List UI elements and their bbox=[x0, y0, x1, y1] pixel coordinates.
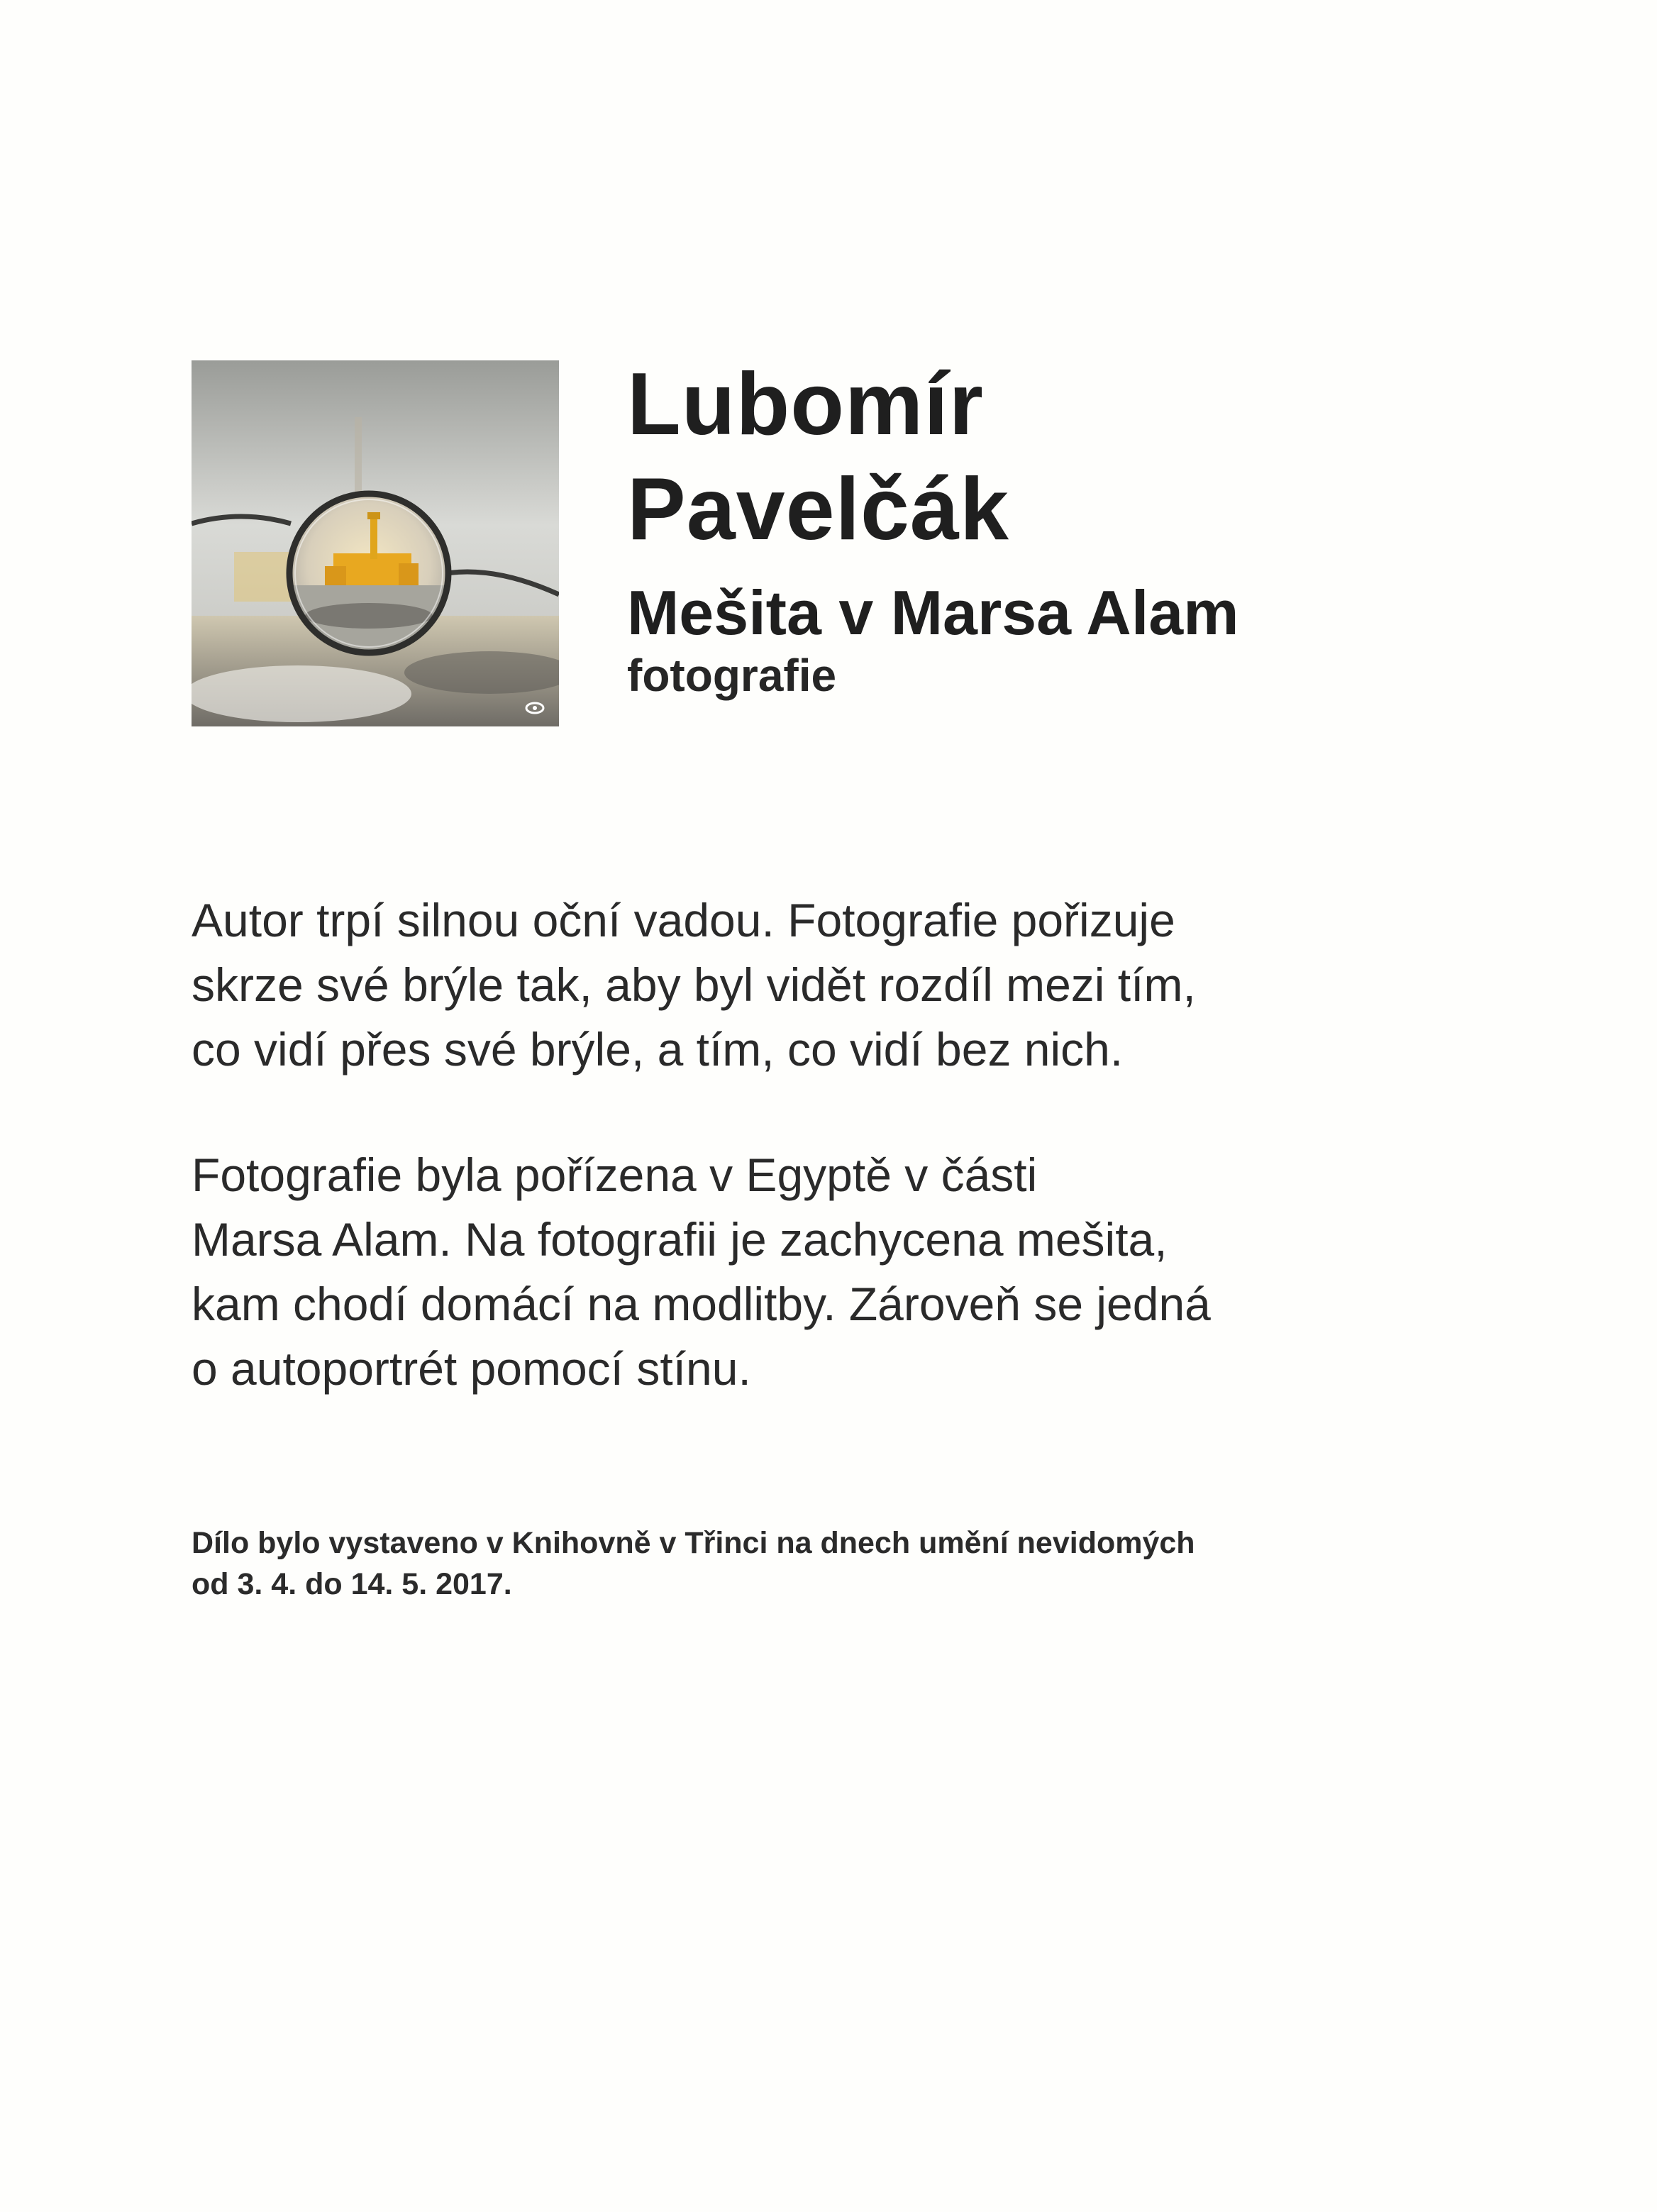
author-name-last: Pavelčák bbox=[627, 460, 1009, 558]
work-title: Mešita v Marsa Alam bbox=[627, 577, 1239, 648]
description-paragraph: Autor trpí silnou oční vadou. Fotografie pořizuje skrze své brýle tak, aby byl vidět rozdíl mezi tím, co vidí přes své brýle, a tím, co vidí bez nich. bbox=[192, 894, 1196, 1075]
exhibition-note: Dílo bylo vystaveno v Knihovně v Třinci na dnech umění nevidomých od 3. 4. do 14. 5. 2017. bbox=[192, 1526, 1195, 1601]
description-paragraph: Fotografie byla pořízena v Egyptě v části Marsa Alam. Na fotografii je zachycena mešita, kam chodí domácí na modlitby. Zároveň se jedná o autoportrét pomocí stínu. bbox=[192, 1149, 1211, 1395]
work-medium: fotografie bbox=[627, 650, 837, 701]
artwork-heading bbox=[627, 352, 1549, 702]
photo-mosque-through-glasses-icon bbox=[192, 360, 559, 726]
author-name-first: Lubomír bbox=[627, 355, 984, 453]
description bbox=[192, 888, 1511, 1401]
artwork-thumbnail bbox=[192, 360, 559, 726]
